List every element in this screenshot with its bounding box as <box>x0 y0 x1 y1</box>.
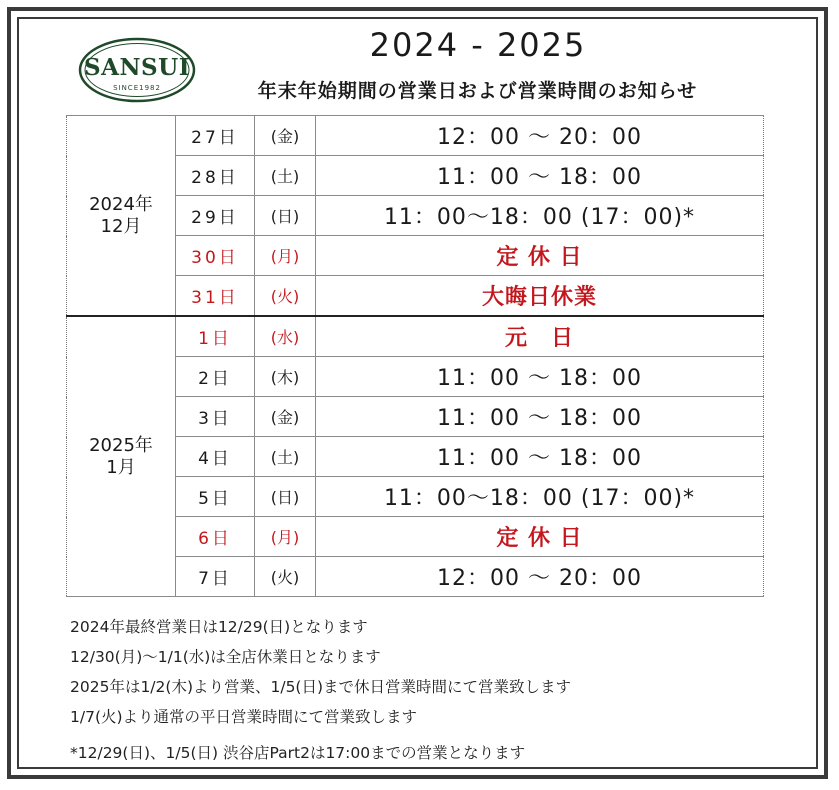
weekday-cell: (日) <box>255 477 316 517</box>
hours-cell: 12：00 ～ 20：00 <box>316 116 764 156</box>
note-line: 1/7(火)より通常の平日営業時間にて営業致します <box>70 708 418 726</box>
day-cell: 6日 <box>176 517 255 557</box>
weekday-cell: (月) <box>255 517 316 557</box>
day-cell: 31日 <box>176 276 255 317</box>
day-cell: 4日 <box>176 437 255 477</box>
day-cell: 30日 <box>176 236 255 276</box>
sansui-logo <box>78 37 196 103</box>
day-cell: 3日 <box>176 397 255 437</box>
hours-cell: 11：00 ～ 18：00 <box>316 156 764 196</box>
weekday-cell: (土) <box>255 437 316 477</box>
month-name: 12月 <box>100 215 142 237</box>
weekday-cell: (水) <box>255 316 316 357</box>
month-label <box>67 316 176 597</box>
hours-cell: 12：00 ～ 20：00 <box>316 557 764 597</box>
day-cell: 2日 <box>176 357 255 397</box>
svg-text:SANSUI: SANSUI <box>84 54 190 81</box>
page-title: 2024 - 2025 <box>369 26 587 64</box>
notes-section <box>70 612 571 768</box>
hours-cell: 11：00 ～ 18：00 <box>316 357 764 397</box>
hours-cell: 11：00 ～ 18：00 <box>316 437 764 477</box>
day-cell: 28日 <box>176 156 255 196</box>
footnote: *12/29(日)、1/5(日) 渋谷店Part2は17:00までの営業となります <box>70 744 526 762</box>
day-cell: 27日 <box>176 116 255 156</box>
weekday-cell: (土) <box>255 156 316 196</box>
closed-label: 大晦日休業 <box>316 276 764 317</box>
closed-label: 定 休 日 <box>316 517 764 557</box>
hours-cell: 11：00～18：00 (17：00)* <box>316 196 764 236</box>
hours-cell: 11：00～18：00 (17：00)* <box>316 477 764 517</box>
day-cell: 1日 <box>176 316 255 357</box>
weekday-cell: (金) <box>255 397 316 437</box>
closed-label: 定 休 日 <box>316 236 764 276</box>
weekday-cell: (日) <box>255 196 316 236</box>
month-year: 2025年 <box>89 434 153 456</box>
weekday-cell: (金) <box>255 116 316 156</box>
schedule-row <box>67 316 764 357</box>
svg-text:SINCE1982: SINCE1982 <box>113 84 161 92</box>
note-line: 2024年最終営業日は12/29(日)となります <box>70 618 368 636</box>
day-cell: 7日 <box>176 557 255 597</box>
day-cell: 29日 <box>176 196 255 236</box>
hours-cell: 11：00 ～ 18：00 <box>316 397 764 437</box>
weekday-cell: (木) <box>255 357 316 397</box>
page-subtitle: 年末年始期間の営業日および営業時間のお知らせ <box>257 80 698 102</box>
weekday-cell: (火) <box>255 276 316 317</box>
weekday-cell: (火) <box>255 557 316 597</box>
schedule-row <box>67 116 764 156</box>
day-cell: 5日 <box>176 477 255 517</box>
note-line: 12/30(月)～1/1(水)は全店休業日となります <box>70 648 381 666</box>
month-year: 2024年 <box>89 193 153 215</box>
closed-label: 元 日 <box>316 316 764 357</box>
weekday-cell: (月) <box>255 236 316 276</box>
month-label <box>67 116 176 317</box>
schedule-table <box>66 115 764 597</box>
note-line: 2025年は1/2(木)より営業、1/5(日)まで休日営業時間にて営業致します <box>70 678 572 696</box>
month-name: 1月 <box>106 456 136 478</box>
